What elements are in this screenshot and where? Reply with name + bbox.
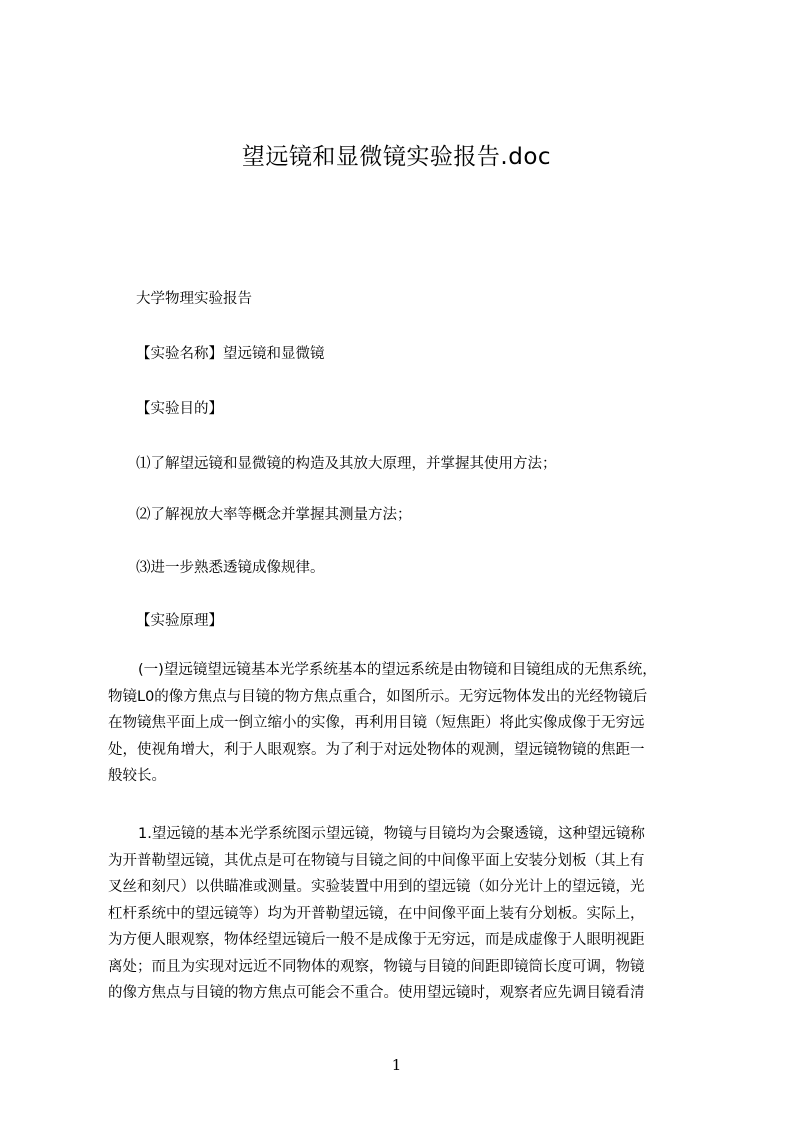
paragraph-line: 般较长。	[108, 768, 166, 784]
paragraph-line: 1.望远镜的基本光学系统图示望远镜，物镜与目镜均为会聚透镜，这种望远镜称	[138, 826, 645, 842]
experiment-name: 【实验名称】望远镜和显微镜	[136, 346, 325, 362]
principle-paragraph-1	[108, 657, 700, 790]
paragraph-line: (一)望远镜望远镜基本光学系统基本的望远系统是由物镜和目镜组成的无焦系统，	[138, 662, 657, 678]
paragraph-line: 叉丝和刻尺）以供瞄准或测量。实验装置中用到的望远镜（如分光计上的望远镜，光	[108, 879, 645, 895]
paragraph-line: 离处；而且为实现对远近不同物体的观察，物镜与目镜的间距即镜筒长度可调，物镜	[108, 958, 645, 975]
paragraph-line: 的像方焦点与目镜的物方焦点可能会不重合。使用望远镜时，观察者应先调目镜看清	[108, 985, 645, 1001]
document-title: 望远镜和显微镜实验报告.doc	[241, 144, 552, 170]
purpose-item-3: ⑶进一步熟悉透镜成像规律。	[136, 560, 325, 576]
purpose-heading: 【实验目的】	[136, 401, 223, 417]
paragraph-line: 处，使视角增大，利于人眼观察。为了利于对远处物体的观测，望远镜物镜的焦距一	[108, 741, 645, 758]
paragraph-line: 在物镜焦平面上成一倒立缩小的实像，再利用目镜（短焦距）将此实像成像于无穷远	[108, 715, 645, 731]
principle-paragraph-2	[108, 821, 700, 1007]
paragraph-line: 为开普勒望远镜，其优点是可在物镜与目镜之间的中间像平面上安装分划板（其上有	[108, 852, 645, 869]
paragraph-line: 为方便人眼观察，物体经望远镜后一般不是成像于无穷远，而是成虚像于人眼明视距	[108, 932, 645, 948]
page-number: 1	[391, 1056, 402, 1074]
purpose-item-1: ⑴了解望远镜和显微镜的构造及其放大原理，并掌握其使用方法；	[136, 456, 557, 472]
principle-heading: 【实验原理】	[136, 613, 223, 629]
paragraph-line: 物镜L0的像方焦点与目镜的物方焦点重合，如图所示。无穷远物体发出的光经物镜后	[108, 688, 648, 705]
purpose-item-2: ⑵了解视放大率等概念并掌握其测量方法；	[136, 507, 412, 523]
paragraph-line: 杠杆系统中的望远镜等）均为开普勒望远镜，在中间像平面上装有分划板。实际上，	[108, 905, 645, 922]
report-heading: 大学物理实验报告	[136, 291, 252, 307]
